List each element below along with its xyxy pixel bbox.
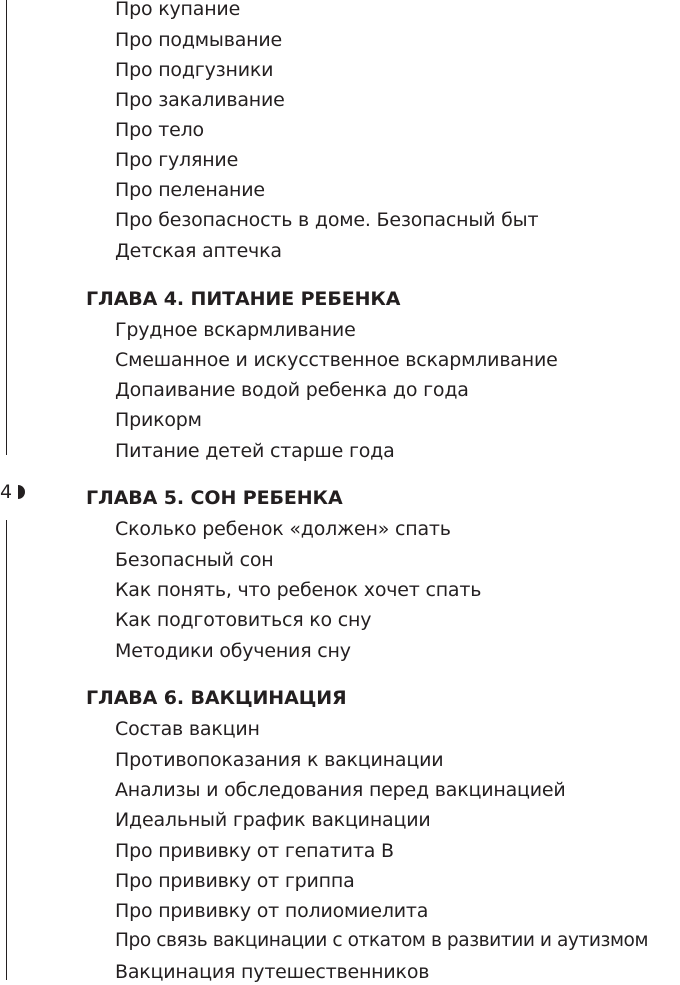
toc-item[interactable]: Прикорм	[115, 409, 202, 431]
toc-item[interactable]: Вакцинация путешественников	[115, 961, 430, 983]
toc-item[interactable]: Про пеленание	[115, 179, 265, 201]
toc-item[interactable]: Про купание	[115, 0, 241, 20]
toc-item[interactable]: Состав вакцин	[115, 718, 260, 740]
toc-item[interactable]: Про тело	[115, 119, 204, 141]
toc-item[interactable]: Сколько ребенок «должен» спать	[115, 518, 451, 540]
chapter-heading[interactable]: ГЛАВА 6. ВАКЦИНАЦИЯ	[86, 687, 347, 709]
page-number: 4	[0, 481, 13, 503]
toc-item[interactable]: Методики обучения сну	[115, 640, 351, 662]
margin-rule-top	[6, 0, 7, 455]
margin-rule-bottom	[6, 520, 7, 980]
toc-item[interactable]: Про связь вакцинации с откатом в развитии и аутизмом	[115, 930, 649, 951]
toc-item[interactable]: Про подгузники	[115, 59, 274, 81]
toc-item[interactable]: Про прививку от гриппа	[115, 870, 355, 892]
toc-item[interactable]: Противопоказания к вакцинации	[115, 749, 444, 771]
toc-item[interactable]: Питание детей старше года	[115, 440, 395, 462]
toc-item[interactable]: Про подмывание	[115, 29, 283, 51]
toc-item[interactable]: Про прививку от гепатита В	[115, 840, 394, 862]
half-circle-icon	[17, 485, 26, 499]
toc-item[interactable]: Грудное вскармливание	[115, 319, 356, 341]
toc-item[interactable]: Как подготовиться ко сну	[115, 609, 372, 631]
toc-item[interactable]: Про закаливание	[115, 89, 285, 111]
chapter-heading[interactable]: ГЛАВА 5. СОН РЕБЕНКА	[86, 487, 343, 509]
toc-item[interactable]: Как понять, что ребенок хочет спать	[115, 579, 482, 601]
toc-item[interactable]: Детская аптечка	[115, 240, 282, 262]
chapter-heading[interactable]: ГЛАВА 4. ПИТАНИЕ РЕБЕНКА	[86, 288, 401, 310]
toc-item[interactable]: Идеальный график вакцинации	[115, 809, 431, 831]
toc-item[interactable]: Смешанное и искусственное вскармливание	[115, 349, 558, 371]
toc-item[interactable]: Анализы и обследования перед вакцинацией	[115, 779, 566, 801]
toc-item[interactable]: Безопасный сон	[115, 549, 274, 571]
toc-item[interactable]: Про прививку от полиомиелита	[115, 900, 429, 922]
toc-item[interactable]: Допаивание водой ребенка до года	[115, 379, 469, 401]
toc-item[interactable]: Про гуляние	[115, 149, 239, 171]
toc-item[interactable]: Про безопасность в доме. Безопасный быт	[115, 209, 539, 231]
